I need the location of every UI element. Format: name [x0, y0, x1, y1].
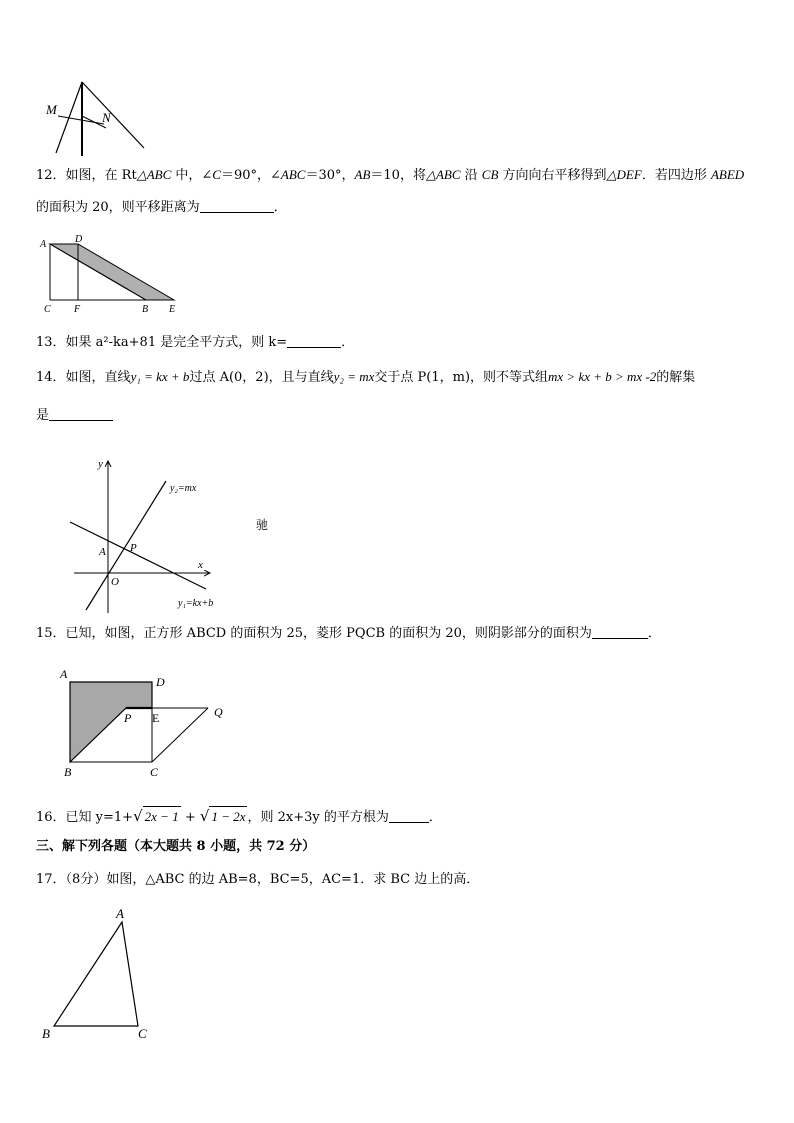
y-axis-label: y — [98, 458, 103, 470]
label-c: C — [44, 304, 51, 315]
q12-segment: AB — [354, 167, 371, 182]
q12-angle: ABC — [280, 167, 306, 182]
label-a: A — [60, 667, 68, 681]
label-m: M — [46, 102, 57, 117]
stray-char: 驰 — [256, 518, 269, 532]
q14-line-eq: y₂ = mx — [333, 369, 375, 384]
q12-direction: CB — [481, 167, 499, 182]
label-q: Q — [214, 705, 223, 719]
q16-text: 已知 y=1+ — [65, 810, 134, 825]
q14-figure — [60, 455, 290, 617]
q13-text: ． — [341, 335, 355, 350]
q14-text: 的解集 — [656, 370, 696, 385]
q14-text: 是 — [36, 408, 50, 423]
q12-quad: ABED — [710, 167, 745, 182]
q13 — [36, 333, 354, 352]
q12-text: 方向向右平移得到 — [498, 168, 607, 183]
answer-blank[interactable] — [49, 406, 113, 421]
label-e: E — [152, 711, 160, 725]
label-f: F — [74, 304, 81, 315]
label-o: O — [111, 576, 119, 588]
q12-text: 如图，在 Rt — [65, 168, 137, 183]
q12-triangle: △DEF — [606, 167, 642, 182]
q12-triangle: △ABC — [425, 167, 461, 182]
q13-text: 如果 a²-ka+81 是完全平方式，则 k= — [65, 335, 288, 350]
label-c: C — [150, 765, 159, 779]
q14-number: 14． — [36, 370, 66, 385]
q15 — [36, 624, 661, 643]
q15-text: 已知，如图，正方形 ABCD 的面积为 25，菱形 PQCB 的面积为 20，则阴影部分的面积为 — [65, 626, 592, 641]
q17-text: （8分）如图，△ABC 的边 AB=8，BC=5，AC=1．求 BC 边上的高． — [65, 872, 480, 887]
q12-text: ＝10，将 — [370, 168, 426, 183]
q16-text: ，则 2x+3y 的平方根为 — [247, 810, 389, 825]
q14-line-eq: y₁ = kx + b — [130, 369, 190, 384]
q14-inequality: mx > kx + b > mx -2 — [548, 369, 657, 384]
label-n: N — [102, 110, 111, 125]
label-a: A — [40, 239, 47, 250]
sqrt-icon: √ — [199, 807, 210, 825]
label-b: B — [42, 1026, 50, 1041]
q15-text: ． — [647, 626, 661, 641]
q12-text: ＝90°，∠ — [220, 168, 281, 183]
q12-text: 中，∠ — [171, 168, 213, 183]
q16-radicand: 2x − 1 — [143, 806, 181, 827]
answer-blank[interactable] — [592, 624, 648, 639]
q14-text: 如图，直线 — [65, 370, 131, 385]
label-p: P — [130, 542, 137, 554]
q14-line2 — [36, 406, 113, 425]
label-b: B — [142, 304, 149, 315]
q12-number: 12． — [36, 168, 66, 183]
line-y2-label: y₂=mx — [170, 483, 197, 494]
q14-text: 交于点 P(1，m)，则不等式组 — [374, 370, 549, 385]
sqrt-icon: √ — [133, 807, 143, 825]
q12-angle: C — [212, 167, 221, 182]
q12-text: ． — [273, 200, 287, 215]
q16 — [36, 806, 442, 828]
q14-text: 过点 A(0，2)，且与直线 — [189, 370, 334, 385]
label-p: P — [124, 711, 132, 725]
answer-blank[interactable] — [287, 333, 341, 348]
q16-text: ． — [428, 810, 442, 825]
line-y1-label: y₁=kx+b — [178, 598, 214, 609]
q12-figure — [38, 234, 184, 318]
q11-figure — [36, 76, 150, 156]
q13-number: 13． — [36, 335, 66, 350]
answer-blank[interactable] — [200, 198, 274, 213]
q12-line2 — [36, 198, 287, 217]
q14-line1 — [36, 368, 695, 387]
label-c: C — [138, 1026, 147, 1041]
q12-text: ．若四边形 — [641, 168, 711, 183]
x-axis-label: x — [198, 559, 203, 571]
q15-number: 15． — [36, 626, 66, 641]
label-b: B — [64, 765, 72, 779]
q17-figure — [36, 904, 166, 1044]
q12-triangle: △ABC — [136, 167, 172, 182]
label-d: D — [75, 234, 83, 245]
q17 — [36, 871, 479, 889]
label-a: A — [116, 906, 124, 921]
q16-radicand: 1 − 2x — [209, 806, 247, 827]
label-a: A — [99, 546, 106, 558]
label-d: D — [156, 675, 165, 689]
q12-text: ＝30°， — [305, 168, 355, 183]
q12-text: 的面积为 20，则平移距离为 — [36, 200, 200, 215]
q15-figure — [56, 664, 236, 782]
q12-line1 — [36, 166, 744, 185]
section-heading: 三、解下列各题（本大题共 8 小题，共 72 分） — [36, 839, 316, 854]
q16-number: 16． — [36, 810, 66, 825]
answer-blank[interactable] — [389, 808, 429, 823]
label-e: E — [169, 304, 176, 315]
q16-text: + — [180, 810, 200, 825]
q17-number: 17． — [36, 872, 66, 887]
q12-text: 沿 — [460, 168, 482, 183]
